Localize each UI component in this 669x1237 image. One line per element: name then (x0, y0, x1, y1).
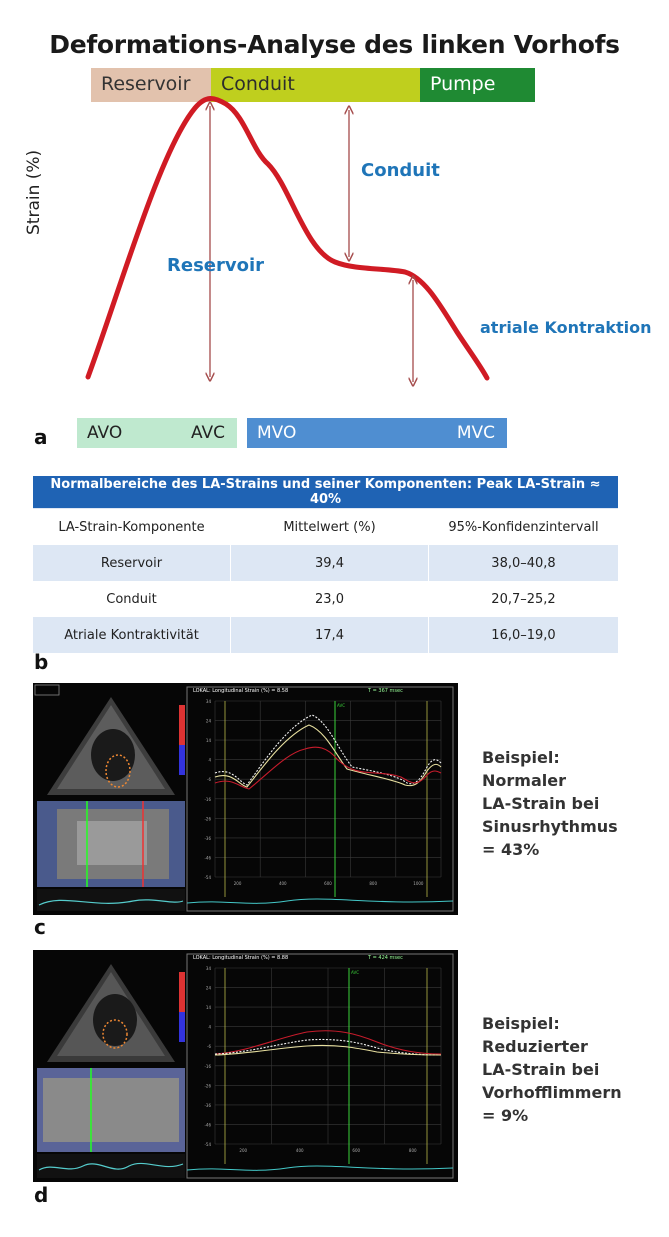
y-axis-label: Strain (%) (24, 149, 44, 235)
y-tick-label: 14 (205, 738, 211, 744)
table-cell: 20,7–25,2 (429, 581, 619, 617)
x-tick-label: 800 (369, 881, 378, 886)
y-tick-label: -16 (204, 1063, 211, 1069)
table-cell: 39,4 (231, 545, 429, 581)
panel-letter-b: b (34, 650, 49, 674)
caption-line: = 9% (482, 1106, 529, 1125)
y-tick-label: 4 (208, 757, 211, 763)
y-tick-label: -46 (204, 855, 211, 861)
strain-plot-af (187, 954, 453, 1178)
avc-marker-label: AVC (337, 703, 346, 708)
table-cell: Reservoir (33, 545, 231, 581)
caption-line: = 43% (482, 840, 540, 859)
x-tick-label: 600 (324, 881, 332, 886)
panel-letter-d: d (34, 1183, 49, 1207)
x-tick-label: 400 (295, 1148, 304, 1153)
y-tick-label: -36 (204, 835, 211, 841)
y-tick-label: 4 (208, 1024, 211, 1030)
aortic-valve-bar (77, 418, 237, 448)
table-cell: Conduit (33, 581, 231, 617)
y-tick-label: 24 (205, 985, 211, 991)
y-tick-label: -16 (204, 796, 211, 802)
caption-line: LA-Strain bei (482, 794, 600, 813)
table-cell: 17,4 (231, 617, 429, 653)
table-title: Normalbereiche des LA-Strains und seiner Komponenten: Peak LA-Strain ≈ 40% (33, 476, 618, 509)
time-readout-d: T = 424 msec (368, 955, 403, 961)
ecg-trace (187, 899, 453, 903)
caption-line: LA-Strain bei (482, 1060, 600, 1079)
phase-bar-conduit: Conduit (211, 68, 420, 102)
panel-letter-c: c (34, 915, 46, 939)
y-tick-label: -54 (204, 875, 211, 880)
mvc-label: MVC (456, 423, 495, 443)
table-row (33, 581, 618, 617)
y-tick-label: -26 (204, 1083, 211, 1089)
table-cell: Atriale Kontraktivität (33, 617, 231, 653)
avo-label: AVO (87, 423, 123, 443)
x-tick-label: 600 (352, 1148, 361, 1153)
phase-bar-pump: Pumpe (420, 68, 535, 102)
y-tick-label: -36 (204, 1102, 211, 1108)
caption-line: Reduzierter (482, 1037, 588, 1056)
caption-line: Sinusrhythmus (482, 817, 618, 836)
table-row (33, 617, 618, 653)
caption-line: Beispiel: (482, 1014, 560, 1033)
plot-header-c: LOKAL: Longitudinal Strain (%) = 8.58 (193, 688, 289, 694)
table-cell: 38,0–40,8 (429, 545, 619, 581)
time-readout-c: T = 367 msec (368, 688, 403, 694)
strain-curve-diagram (0, 0, 669, 400)
panel-letter-a: a (34, 425, 48, 449)
echo-screenshot-af (33, 950, 458, 1182)
y-tick-label: 14 (205, 1005, 211, 1011)
column-header: Mittelwert (%) (231, 509, 429, 546)
strain-curve (88, 98, 487, 378)
ecg-trace (187, 1166, 453, 1170)
caption-line: Vorhofflimmern (482, 1083, 622, 1102)
reservoir-label: Reservoir (167, 255, 265, 276)
y-tick-label: 34 (205, 966, 211, 971)
y-tick-label: -6 (207, 1044, 211, 1050)
x-tick-label: 400 (278, 881, 287, 886)
caption-line: Normaler (482, 771, 566, 790)
strain-plot-normal (187, 687, 453, 911)
strain-trace (215, 715, 441, 785)
table-row (33, 545, 618, 581)
example-normal-caption (482, 746, 618, 861)
x-tick-label: 200 (239, 1148, 248, 1153)
y-tick-label: -6 (207, 777, 211, 783)
caption-line: Beispiel: (482, 748, 560, 767)
x-tick-label: 200 (233, 881, 242, 886)
figure-title: Deformations-Analyse des linken Vorhofs (49, 30, 620, 59)
x-tick-label: 800 (408, 1148, 417, 1153)
y-tick-label: -54 (204, 1142, 211, 1147)
column-header: LA-Strain-Komponente (33, 509, 231, 546)
y-tick-label: 34 (205, 699, 211, 704)
example-af-caption (482, 1012, 622, 1127)
mitral-valve-bar (247, 418, 507, 448)
column-header: 95%-Konfidenzintervall (429, 509, 619, 546)
x-tick-label: 1000 (413, 881, 424, 886)
avc-label: AVC (190, 423, 225, 443)
table-header-row (33, 509, 618, 546)
avc-marker-label: AVC (351, 970, 360, 975)
conduit-label: Conduit (361, 160, 440, 181)
mvo-label: MVO (257, 423, 297, 443)
y-tick-label: -46 (204, 1122, 211, 1128)
phase-bar-reservoir: Reservoir (91, 68, 211, 102)
table-cell: 23,0 (231, 581, 429, 617)
y-tick-label: 24 (205, 718, 211, 724)
echo-screenshot-normal (33, 683, 458, 915)
strain-trace (215, 725, 441, 787)
normal-values-table (33, 476, 618, 653)
table-cell: 16,0–19,0 (429, 617, 619, 653)
plot-header-d: LOKAL: Longitudinal Strain (%) = 8.88 (193, 955, 289, 961)
y-tick-label: -26 (204, 816, 211, 822)
contraction-label: atriale Kontraktion (480, 318, 652, 337)
